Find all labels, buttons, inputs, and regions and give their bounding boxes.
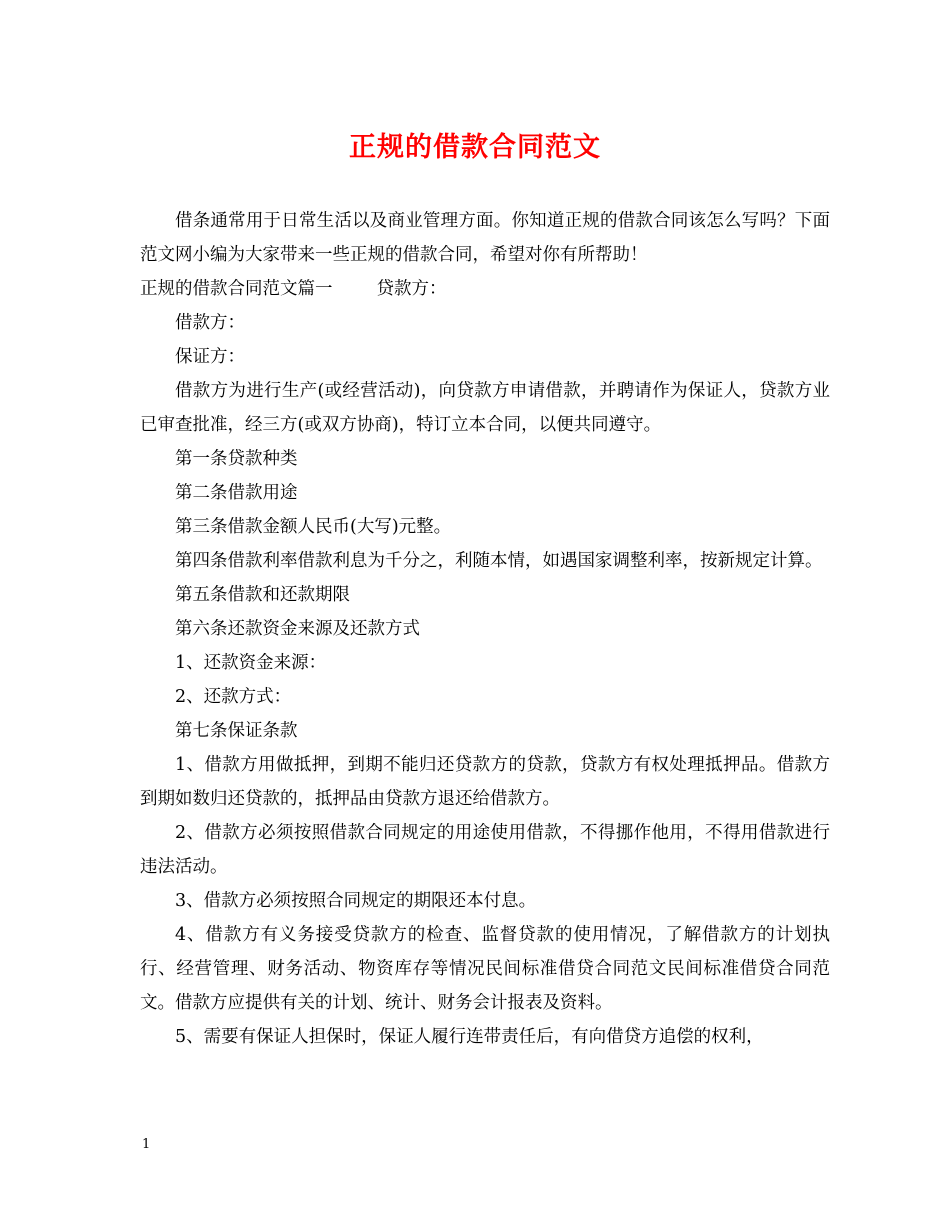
lender-label: 贷款方： (376, 279, 447, 299)
preamble-paragraph: 借款方为进行生产(或经营活动)，向贷款方申请借款，并聘请作为保证人，贷款方业已审查批准，经三方(或双方协商)，特订立本合同，以便共同遵守。 (140, 381, 830, 435)
intro-paragraph: 借条通常用于日常生活以及商业管理方面。你知道正规的借款合同该怎么写吗？下面范文网小编为大家带来一些正规的借款合同，希望对你有所帮助！ (140, 211, 830, 265)
guarantee-clause-4: 4、借款方有义务接受贷款方的检查、监督贷款的使用情况，了解借款方的计划执行、经营管理、财务活动、物资库存等情况民间标准借贷合同范文民间标准借贷合同范文。借款方应提供有关的计划、统计、财务会计报表及资料。 (140, 925, 830, 1013)
section-heading: 正规的借款合同范文篇一 (140, 279, 333, 299)
guarantee-clause-1: 1、借款方用做抵押，到期不能归还贷款方的贷款，贷款方有权处理抵押品。借款方到期如数归还贷款的，抵押品由贷款方退还给借款方。 (140, 755, 830, 809)
article-1-heading: 第一条贷款种类 (175, 449, 298, 469)
page-number: 1 (142, 1137, 151, 1152)
guarantor-label: 保证方： (175, 347, 245, 367)
article-6-heading: 第六条还款资金来源及还款方式 (175, 619, 420, 639)
article-2-heading: 第二条借款用途 (175, 483, 298, 503)
borrower-label: 借款方： (175, 313, 245, 333)
section-heading-line (140, 272, 830, 306)
article-5-heading: 第五条借款和还款期限 (175, 585, 350, 605)
document-title: 正规的借款合同范文 (349, 132, 601, 163)
article-4-paragraph: 第四条借款利率借款利息为千分之，利随本情，如遇国家调整利率，按新规定计算。 (175, 551, 823, 571)
repayment-method-item: 2、还款方式： (175, 687, 292, 707)
repayment-source-item: 1、还款资金来源： (175, 653, 327, 673)
article-7-heading: 第七条保证条款 (175, 721, 298, 741)
guarantee-clause-3: 3、借款方必须按照合同规定的期限还本付息。 (175, 891, 537, 911)
article-3-paragraph: 第三条借款金额人民币(大写)元整。 (175, 517, 452, 537)
guarantee-clause-2: 2、借款方必须按照借款合同规定的用途使用借款，不得挪作他用，不得用借款进行违法活动。 (140, 823, 830, 877)
document-body (140, 204, 830, 1054)
guarantee-clause-5: 5、需要有保证人担保时，保证人履行连带责任后，有向借贷方追偿的权利， (175, 1027, 764, 1047)
